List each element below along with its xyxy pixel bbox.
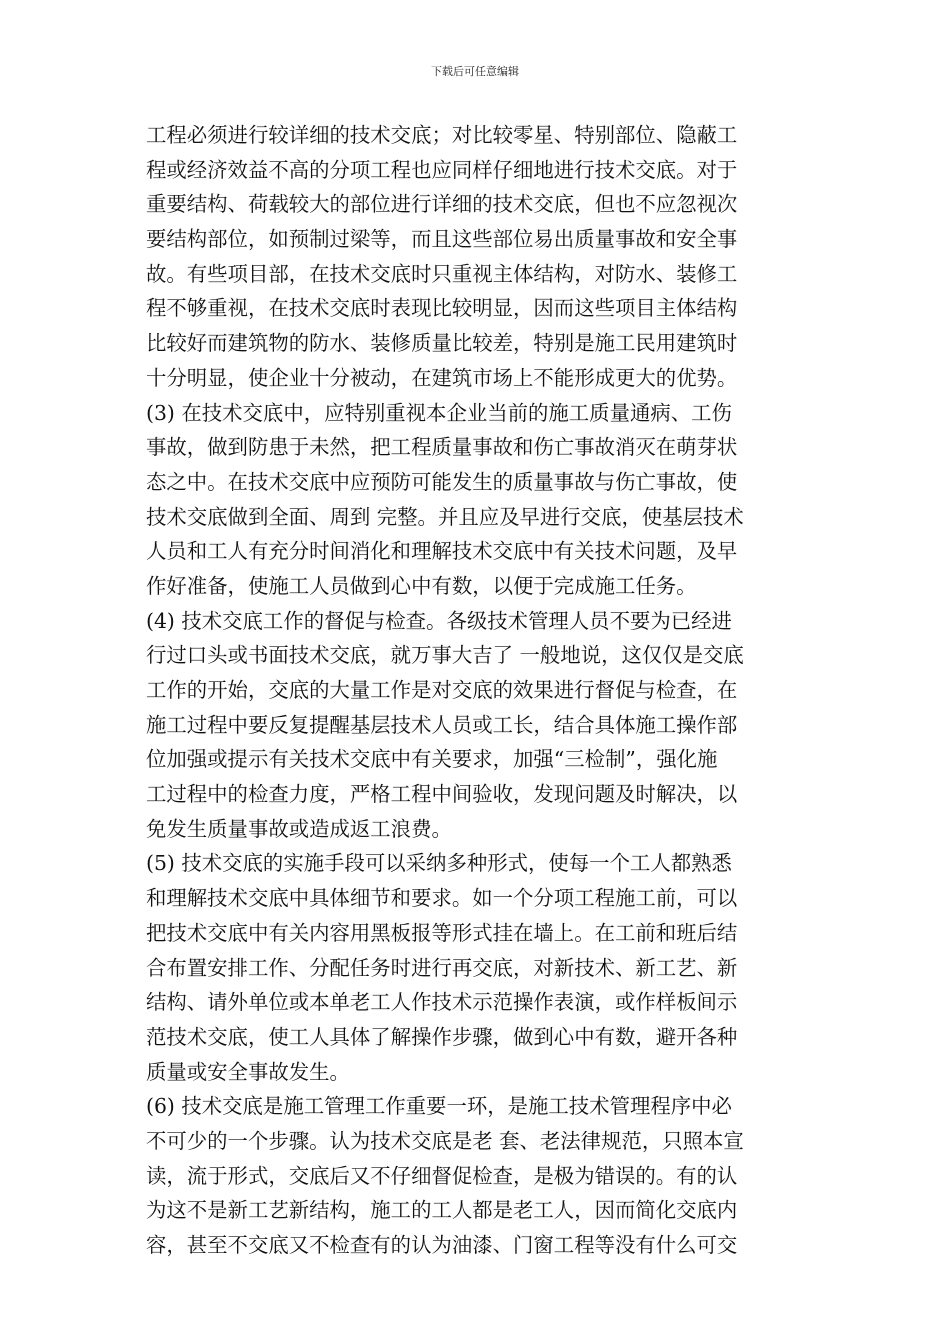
text-line: (4) 技术交底工作的督促与检查。各级技术管理人员不要为已经进 <box>146 608 732 633</box>
text-line: 为这不是新工艺新结构，施工的工人都是老工人，因而简化交底内 <box>146 1198 738 1223</box>
text-line: 态之中。在技术交底中应预防可能发生的质量事故与伤亡事故，使 <box>146 469 738 494</box>
text-line: 合布置安排工作、分配任务时进行再交底，对新技术、新工艺、新 <box>146 955 738 980</box>
text-line: 不可少的一个步骤。认为技术交底是老 套、老法律规范，只照本宣 <box>146 1128 744 1153</box>
text-line: 比较好而建筑物的防水、装修质量比较差，特别是施工民用建筑时 <box>146 331 738 356</box>
text-line: 工程必须进行较详细的技术交底；对比较零星、特别部位、隐蔽工 <box>146 123 738 147</box>
text-line: 行过口头或书面技术交底，就万事大吉了 一般地说，这仅仅是交底 <box>146 643 744 668</box>
text-line: 位加强或提示有关技术交底中有关要求，加强“三检制”，强化施 <box>146 747 718 772</box>
text-line: (6) 技术交底是施工管理工作重要一环，是施工技术管理程序中必 <box>146 1094 732 1119</box>
text-line: 十分明显，使企业十分被动，在建筑市场上不能形成更大的优势。 <box>146 365 738 390</box>
text-line: 故。有些项目部，在技术交底时只重视主体结构，对防水、装修工 <box>146 261 738 286</box>
text-line: 要结构部位，如预制过梁等，而且这些部位易出质量事故和安全事 <box>146 227 738 252</box>
text-line: 工过程中的检查力度，严格工程中间验收，发现问题及时解决，以 <box>146 782 738 807</box>
document-body <box>146 118 811 1263</box>
text-line: 事故，做到防患于未然，把工程质量事故和伤亡事故消灭在萌芽状 <box>146 435 738 460</box>
text-line: 程或经济效益不高的分项工程也应同样仔细地进行技术交底。对于 <box>146 157 738 182</box>
text-line: 重要结构、荷载较大的部位进行详细的技术交底，但也不应忽视次 <box>146 192 738 217</box>
text-line: 程不够重视，在技术交底时表现比较明显，因而这些项目主体结构 <box>146 296 738 321</box>
text-line: 结构、请外单位或本单老工人作技术示范操作表演，或作样板间示 <box>146 990 738 1015</box>
text-line: 质量或安全事故发生。 <box>146 1059 350 1084</box>
text-line: 作好准备，使施工人员做到心中有数，以便于完成施工任务。 <box>146 573 697 598</box>
text-line: 和理解技术交底中具体细节和要求。如一个分项工程施工前，可以 <box>146 886 738 911</box>
text-line: (3) 在技术交底中，应特别重视本企业当前的施工质量通病、工伤 <box>146 400 732 425</box>
text-line: 范技术交底，使工人具体了解操作步骤，做到心中有数，避开各种 <box>146 1024 738 1049</box>
text-line: 技术交底做到全面、周到 完整。并且应及早进行交底，使基层技术 <box>146 504 744 529</box>
text-line: 免发生质量事故或造成返工浪费。 <box>146 816 452 841</box>
text-line: 工作的开始，交底的大量工作是对交底的效果进行督促与检查，在 <box>146 678 738 702</box>
text-line: 容，甚至不交底又不检查有的认为油漆、门窗工程等没有什么可交 <box>146 1233 738 1257</box>
text-line: 读，流于形式，交底后又不仔细督促检查，是极为错误的。有的认 <box>146 1163 738 1188</box>
text-line: (5) 技术交底的实施手段可以采纳多种形式，使每一个工人都熟悉 <box>146 851 732 876</box>
page-header: 下载后可任意编辑 <box>431 65 519 78</box>
text-line: 把技术交底中有关内容用黑板报等形式挂在墙上。在工前和班后结 <box>146 920 738 945</box>
text-line: 人员和工人有充分时间消化和理解技术交底中有关技术问题，及早 <box>146 539 738 564</box>
text-line: 施工过程中要反复提醒基层技术人员或工长，结合具体施工操作部 <box>146 712 738 737</box>
